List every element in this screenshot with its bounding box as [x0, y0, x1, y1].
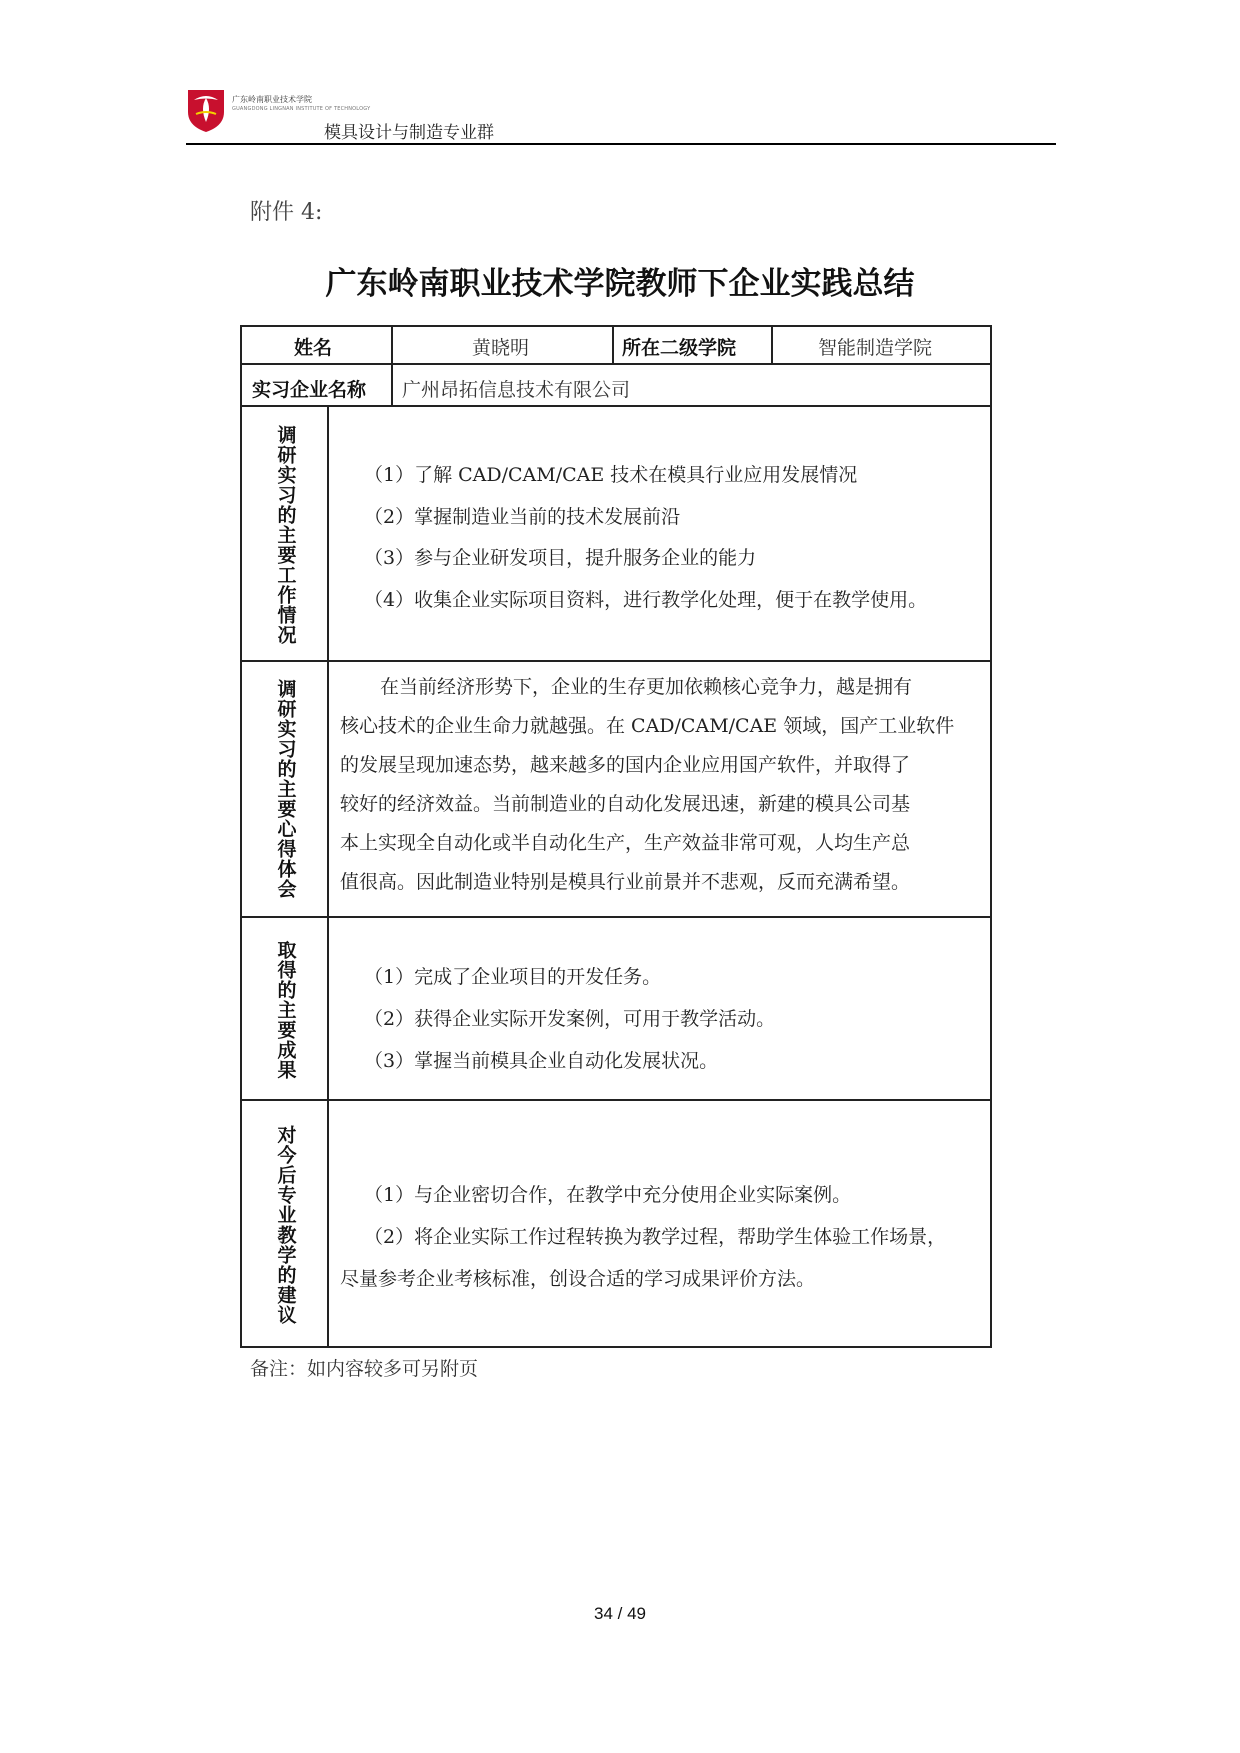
company-label: 实习企业名称: [252, 379, 367, 401]
table-rule: [612, 325, 614, 364]
header-rule: [186, 143, 1056, 145]
content-line: （1）与企业密切合作，在教学中充分使用企业实际案例。: [364, 1184, 852, 1206]
school-name-cn: 广东岭南职业技术学院: [232, 95, 312, 104]
content-line: （1）完成了企业项目的开发任务。: [364, 966, 662, 988]
college-label: 所在二级学院: [622, 337, 737, 359]
section-label: 取得的主要成果: [274, 940, 297, 1080]
section-content: [340, 460, 980, 620]
content-line: （3）掌握当前模具企业自动化发展状况。: [364, 1050, 719, 1072]
content-line: （2）掌握制造业当前的技术发展前沿: [364, 506, 681, 528]
table-rule: [391, 325, 393, 405]
content-line: 值很高。因此制造业特别是模具行业前景并不悲观，反而充满希望。: [340, 871, 911, 893]
document-title: 广东岭南职业技术学院教师下企业实践总结: [325, 266, 915, 302]
content-line: 在当前经济形势下，企业的生存更加依赖核心竞争力，越是拥有: [380, 676, 913, 698]
table-rule: [240, 660, 992, 662]
content-line: 尽量参考企业考核标准，创设合适的学习成果评价方法。: [340, 1268, 816, 1290]
table-rule: [240, 405, 992, 407]
name-value: 黄晓明: [472, 337, 530, 359]
section-label: 调研实习的主要工作情况: [274, 425, 297, 645]
header-group-name: 模具设计与制造专业群: [324, 123, 494, 143]
section-content: [340, 962, 980, 1072]
content-line: 核心技术的企业生命力就越强。在 CAD/CAM/CAE 领域，国产工业软件: [340, 715, 955, 737]
content-line: （2）将企业实际工作过程转换为教学过程，帮助学生体验工作场景，: [364, 1226, 947, 1248]
footnote: 备注：如内容较多可另附页: [250, 1358, 479, 1380]
content-line: 较好的经济效益。当前制造业的自动化发展迅速，新建的模具公司基: [340, 793, 911, 815]
attachment-label: 附件 4:: [250, 200, 323, 225]
table-rule: [240, 916, 992, 918]
content-line: 的发展呈现加速态势，越来越多的国内企业应用国产软件，并取得了: [340, 754, 911, 776]
name-label: 姓名: [294, 337, 333, 359]
school-name-en: GUANGDONG LINGNAN INSTITUTE OF TECHNOLOGY: [232, 106, 371, 112]
content-line: （4）收集企业实际项目资料，进行教学化处理，便于在教学使用。: [364, 589, 928, 611]
content-line: （3）参与企业研发项目，提升服务企业的能力: [364, 547, 757, 569]
table-rule: [240, 363, 992, 365]
school-logo: [186, 88, 226, 134]
section-content: [340, 672, 980, 912]
table-rule: [771, 325, 773, 364]
section-label: 对今后专业教学的建议: [274, 1125, 297, 1325]
content-line: （1）了解 CAD/CAM/CAE 技术在模具行业应用发展情况: [364, 464, 858, 486]
company-value: 广州昂拓信息技术有限公司: [402, 379, 631, 401]
content-line: （2）获得企业实际开发案例，可用于教学活动。: [364, 1008, 776, 1030]
content-line: 本上实现全自动化或半自动化生产，生产效益非常可观，人均生产总: [340, 832, 911, 854]
section-content: [340, 1180, 980, 1290]
college-value: 智能制造学院: [818, 337, 933, 359]
section-label: 调研实习的主要心得体会: [274, 679, 297, 899]
table-rule: [240, 1099, 992, 1101]
page-number: 34 / 49: [594, 1604, 646, 1623]
